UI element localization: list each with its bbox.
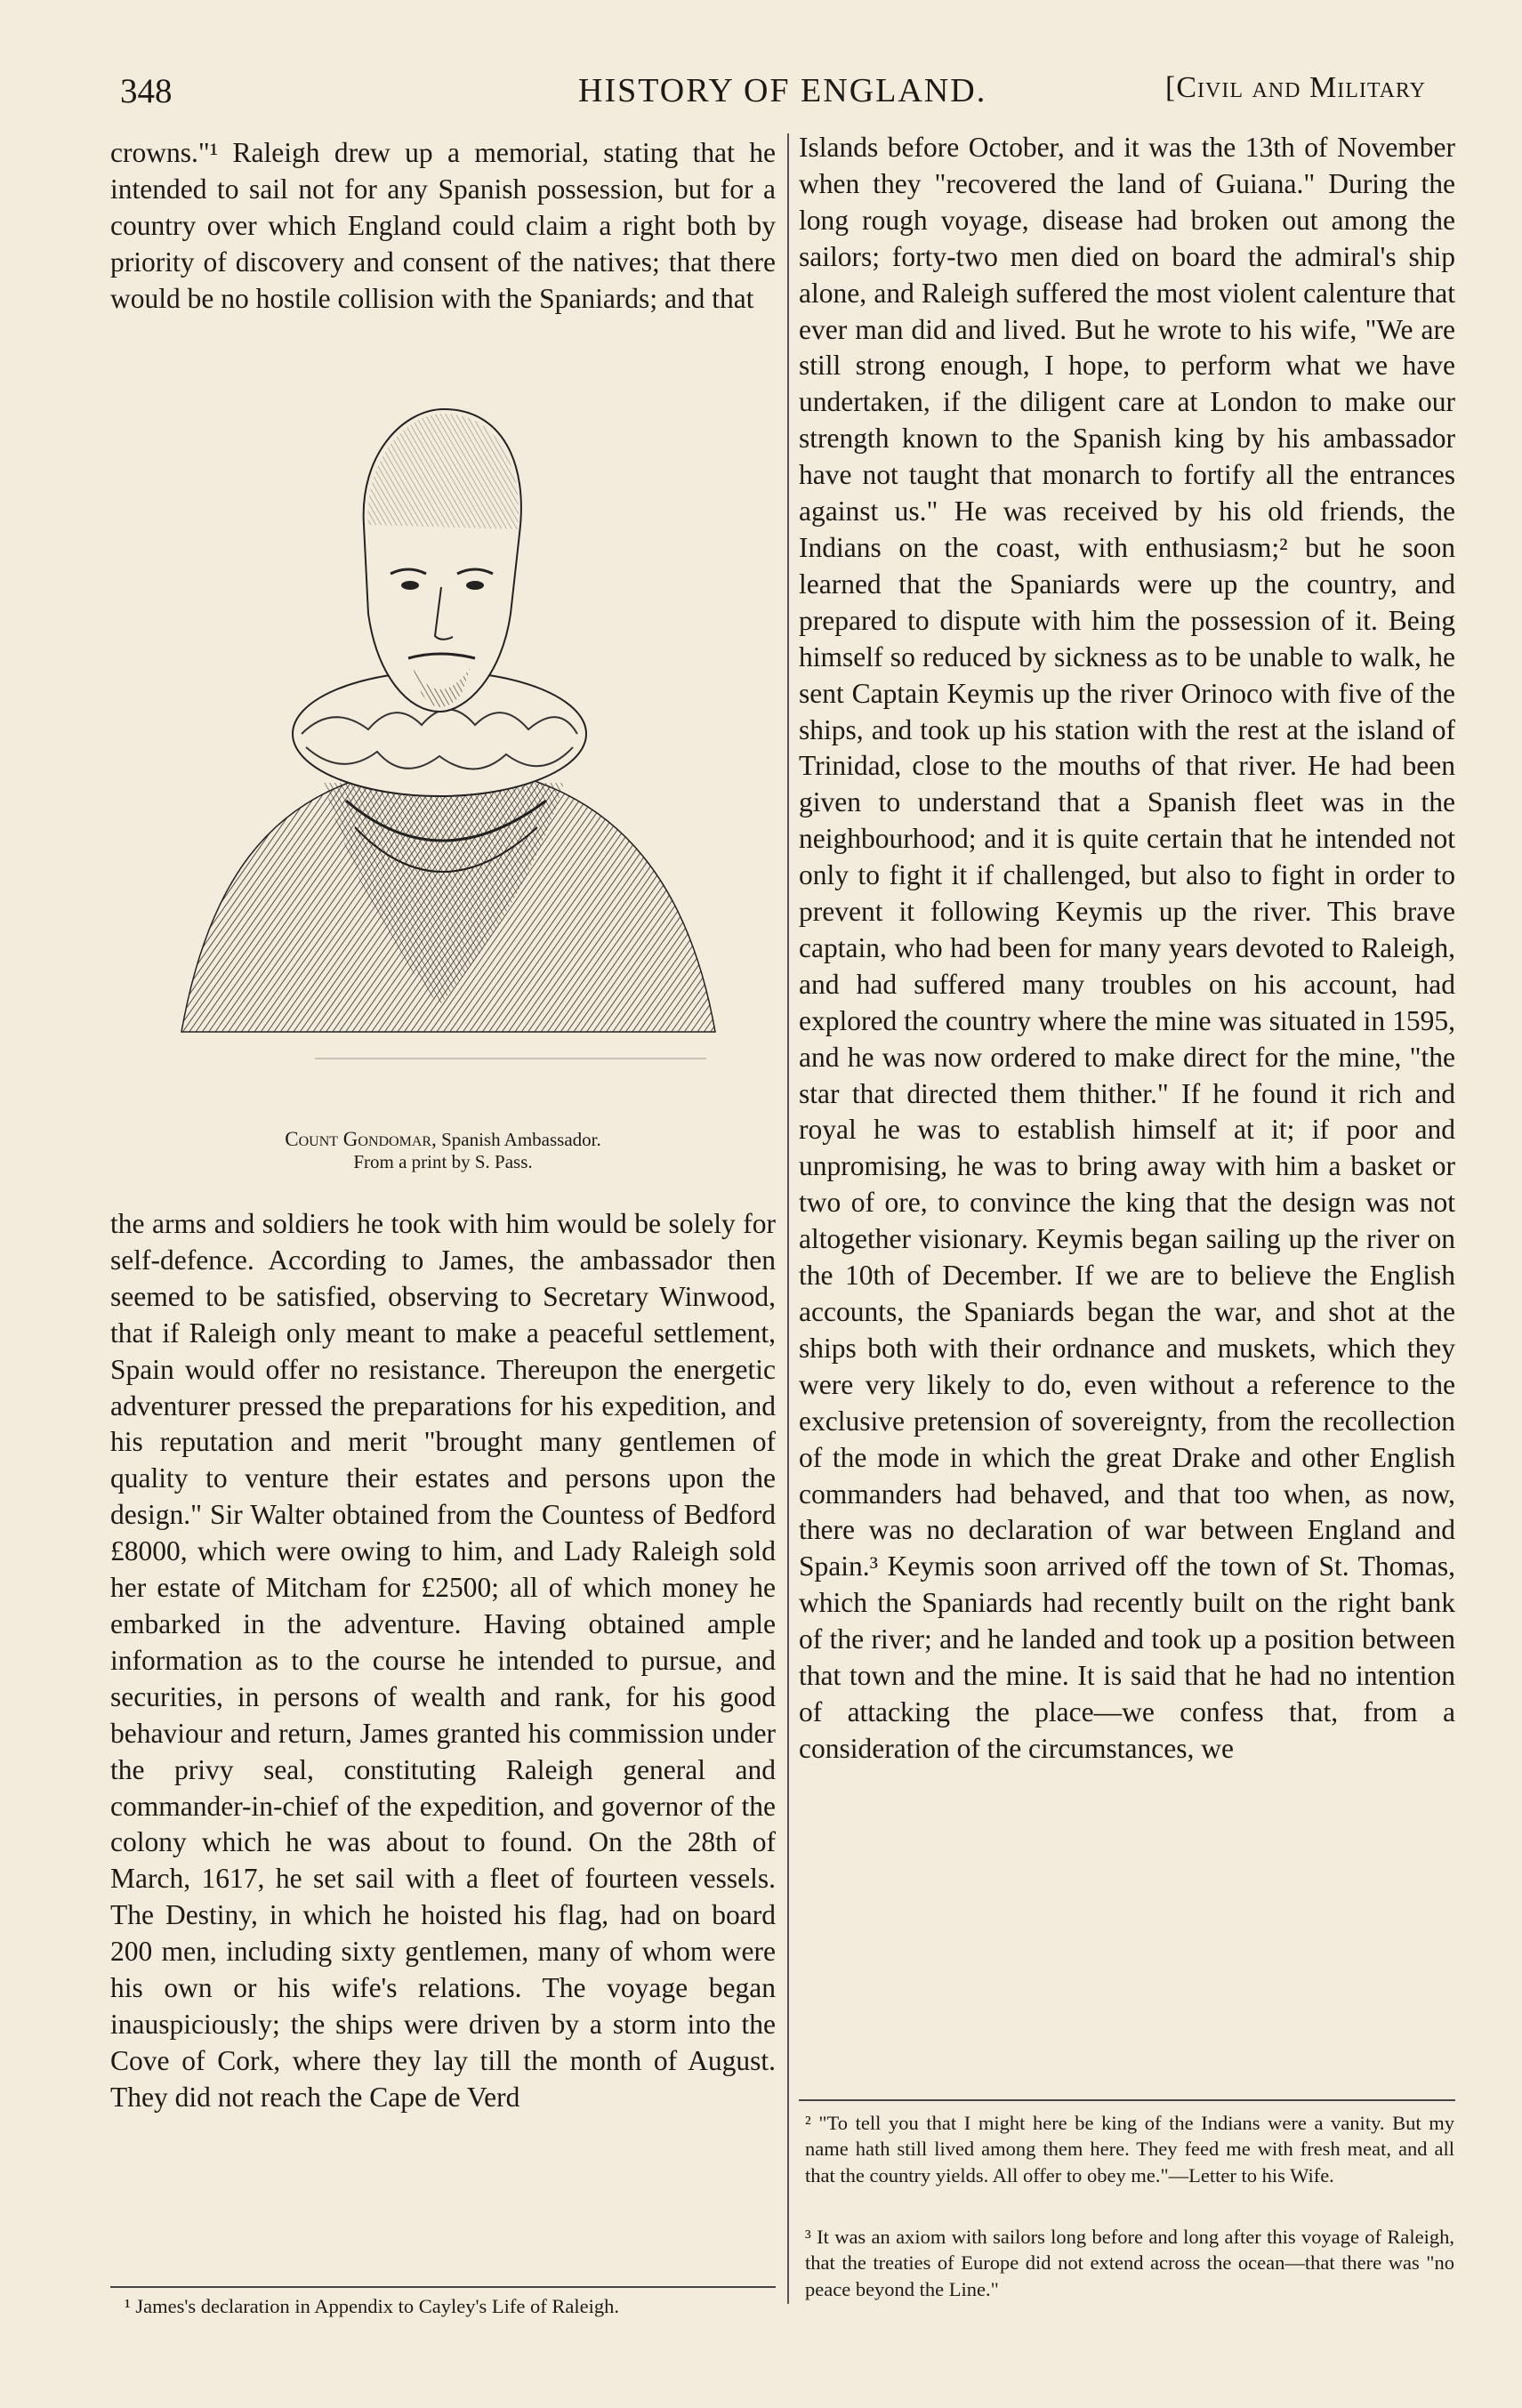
caption-name: Count Gondomar, [285, 1128, 437, 1150]
footnote-3: ³ It was an axiom with sailors long before and long after this voyage of Raleigh, that the treaties of Europe did not extend across the ocean—that there was "no peace beyond the Line." [805, 2226, 1454, 2300]
figure-caption [110, 1128, 776, 1173]
footnote-2: ² "To tell you that I might here be king of the Indians were a vanity. But my name hath still lived among them here. They feed me with fresh meat, and all that the country yields. All offer to obey me."—Letter to his Wife. [805, 2112, 1454, 2187]
footnote-rule-left [110, 2286, 776, 2288]
section-title: [Civil and Military [1165, 71, 1426, 104]
left-column-top-text: crowns."¹ Raleigh drew up a memorial, stating that he intended to sail not for any Spanish possession, but for a country over which England could claim a right both by priority of discovery and consent of the natives; that there would be no hostile collision with the Spaniards; and that [110, 137, 776, 314]
portrait-figure [110, 383, 776, 1183]
footnote-1: ¹ James's declaration in Appendix to Cayley's Life of Raleigh. [125, 2295, 619, 2317]
page-number: 348 [120, 72, 173, 110]
running-title: HISTORY OF ENGLAND. [578, 72, 987, 109]
column-divider [787, 133, 789, 2304]
caption-line-1 [110, 1128, 776, 1151]
footnote-rule-right [799, 2099, 1455, 2101]
right-column-text: Islands before October, and it was the 13th of November when they "recovered the land of Guiana." During the long rough voyage, disease had broken out among the sailors; forty-two men died on board the admiral's ship alone, and Raleigh suffered the most violent calenture that ever man did and lived. But he wrote to his wife, "We are still strong enough, I hope, to perform what we have undertaken, if the diligent care at London to make our strength known to the Spanish king by his ambassador have not taught that monarch to fortify all the entrances against us." He was received by his old friends, the Indians on the coast, with enthusiasm;² but he soon learned that the Spaniards were up the country, and prepared to dispute with him the possession of it. Being himself so reduced by sickness as to be unable to walk, he sent Captain Keymis up the river Orinoco with five of the ships, and took up his station with the rest at the island of Trinidad, close to the mouths of that river. He had been given to understand that a Spanish fleet was in the neighbourhood; and it is quite certain that he intended not only to fight it if challenged, but also to fight in order to prevent it following Keymis up the river. This brave captain, who had been for many years devoted to Raleigh, and had suffered many troubles on his account, had explored the country where the mine was situated in 1595, and he was now ordered to make direct for the mine, "the star that directed them thither." If he found it rich and royal he was to establish himself at it; if poor and unpromising, he was to bring away with him a basket or two of ore, to convince the king that the design was not altogether visionary. Keymis began sailing up the river on the 10th of December. If we are to believe the English accounts, the Spaniards began the war, and shot at the ships both with their ordnance and muskets, which they were very likely to do, even without a reference to the exclusive pretension of sovereignty, from the recollection of the mode in which the great Drake and other English commanders had behaved, and that too when, as now, there was no declaration of war between England and Spain.³ Keymis soon arrived off the town of St. Thomas, which the Spaniards had recently built on the right bank of the river; and he landed and took up a position between that town and the mine. It is said that he had no intention of attacking the place—we confess that, from a consideration of the circumstances, we [799, 132, 1455, 1764]
caption-description: Spanish Ambassador. [436, 1129, 601, 1150]
page-header [116, 64, 1469, 117]
caption-line-2: From a print by S. Pass. [353, 1151, 533, 1172]
left-column-bottom-text: the arms and soldiers he took with him would be solely for self-defence. According to James, the ambassador then seemed to be satisfied, observing to Secretary Winwood, that if Raleigh only meant to make a peaceful settlement, Spain would offer no resistance. Thereupon the energetic adventurer pressed the preparations for his expedition, and his reputation and merit "brought many gentlemen of quality to venture their estates and persons upon the design." Sir Walter obtained from the Countess of Bedford £8000, which were owing to him, and Lady Raleigh sold her estate of Mitcham for £2500; all of which money he embarked in the adventure. Having obtained ample information as to the course he intended to pursue, and securities, in persons of wealth and rank, for his good behaviour and return, James granted his commission under the privy seal, constituting Raleigh general and commander-in-chief of the expedition, and governor of the colony which he was about to found. On the 28th of March, 1617, he set sail with a fleet of fourteen vessels. The Destiny, in which he hoisted his flag, had on board 200 men, including sixty gentlemen, many of whom were his own or his wife's relations. The voyage began inauspiciously; the ships were driven by a storm into the Cove of Cork, where they lay till the month of August. They did not reach the Cape de Verd [110, 1208, 776, 2113]
portrait-engraving-icon [155, 383, 733, 1112]
